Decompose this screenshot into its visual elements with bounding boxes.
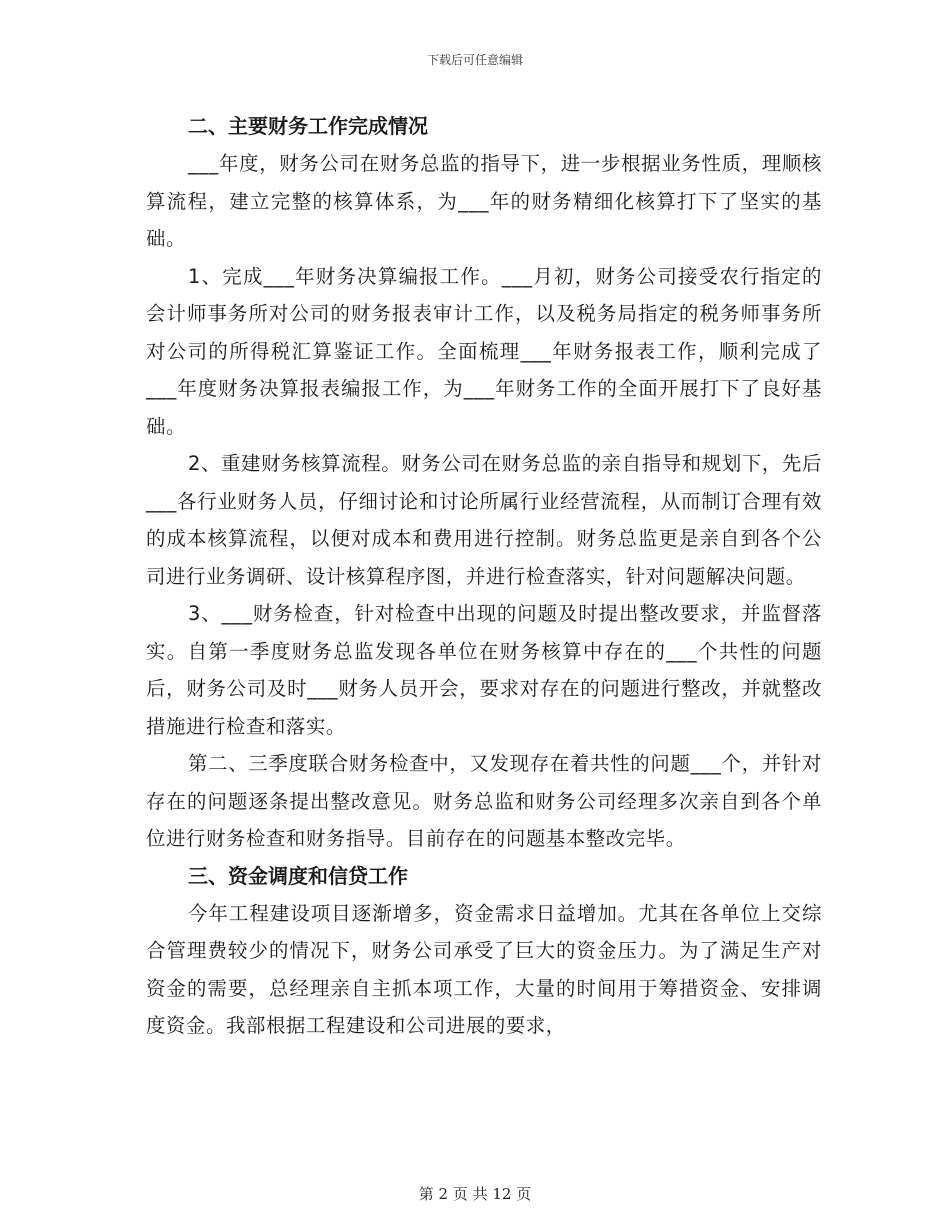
section-heading-main-work: 二、主要财务工作完成情况: [188, 114, 428, 138]
document-body: [146, 108, 822, 1045]
section-heading-funds: 三、资金调度和信贷工作: [188, 863, 408, 888]
paragraph-item-3: 3、___财务检查，针对检查中出现的问题及时提出整改要求，并监督落实。自第一季度财务总监发现各单位在财务核算中存在的___个共性的问题后，财务公司及时___财务人员开会，要求对存在的问题进行整改，并就整改措施进行检查和落实。: [146, 602, 822, 738]
page-number: 第 2 页 共 12 页: [418, 1185, 532, 1203]
paragraph-item-2: 2、重建财务核算流程。财务公司在财务总监的亲自指导和规划下，先后___各行业财务人员，仔细讨论和讨论所属行业经营流程，从而制订合理有效的成本核算流程，以便对成本和费用进行控制。财务总监更是亲自到各个公司进行业务调研、设计核算程序图，并进行检查落实，针对问题解决问题。: [146, 452, 822, 588]
header-note: 下载后可任意编辑: [426, 53, 523, 67]
paragraph-funds: 今年工程建设项目逐渐增多，资金需求日益增加。尤其在各单位上交综合管理费较少的情况下，财务公司承受了巨大的资金压力。为了满足生产对资金的需要，总经理亲自主抓本项工作，大量的时间用于筹措资金、安排调度资金。我部根据工程建设和公司进展的要求，: [146, 901, 822, 1037]
paragraph-item-1: 1、完成___年财务决算编报工作。___月初，财务公司接受农行指定的会计师事务所对公司的财务报表审计工作，以及税务局指定的税务师事务所对公司的所得税汇算鉴证工作。全面梳理___年财务报表工作，顺利完成了___年度财务决算报表编报工作，为___年财务工作的全面开展打下了良好基础。: [146, 264, 822, 438]
paragraph-intro: ___年度，财务公司在财务总监的指导下，进一步根据业务性质，理顺核算流程，建立完整的核算体系，为___年的财务精细化核算打下了坚实的基础。: [146, 152, 822, 250]
paragraph-quarterly-check: 第二、三季度联合财务检查中，又发现存在着共性的问题___个，并针对存在的问题逐条提出整改意见。财务总监和财务公司经理多次亲自到各个单位进行财务检查和财务指导。目前存在的问题基本整改完毕。: [146, 752, 822, 850]
